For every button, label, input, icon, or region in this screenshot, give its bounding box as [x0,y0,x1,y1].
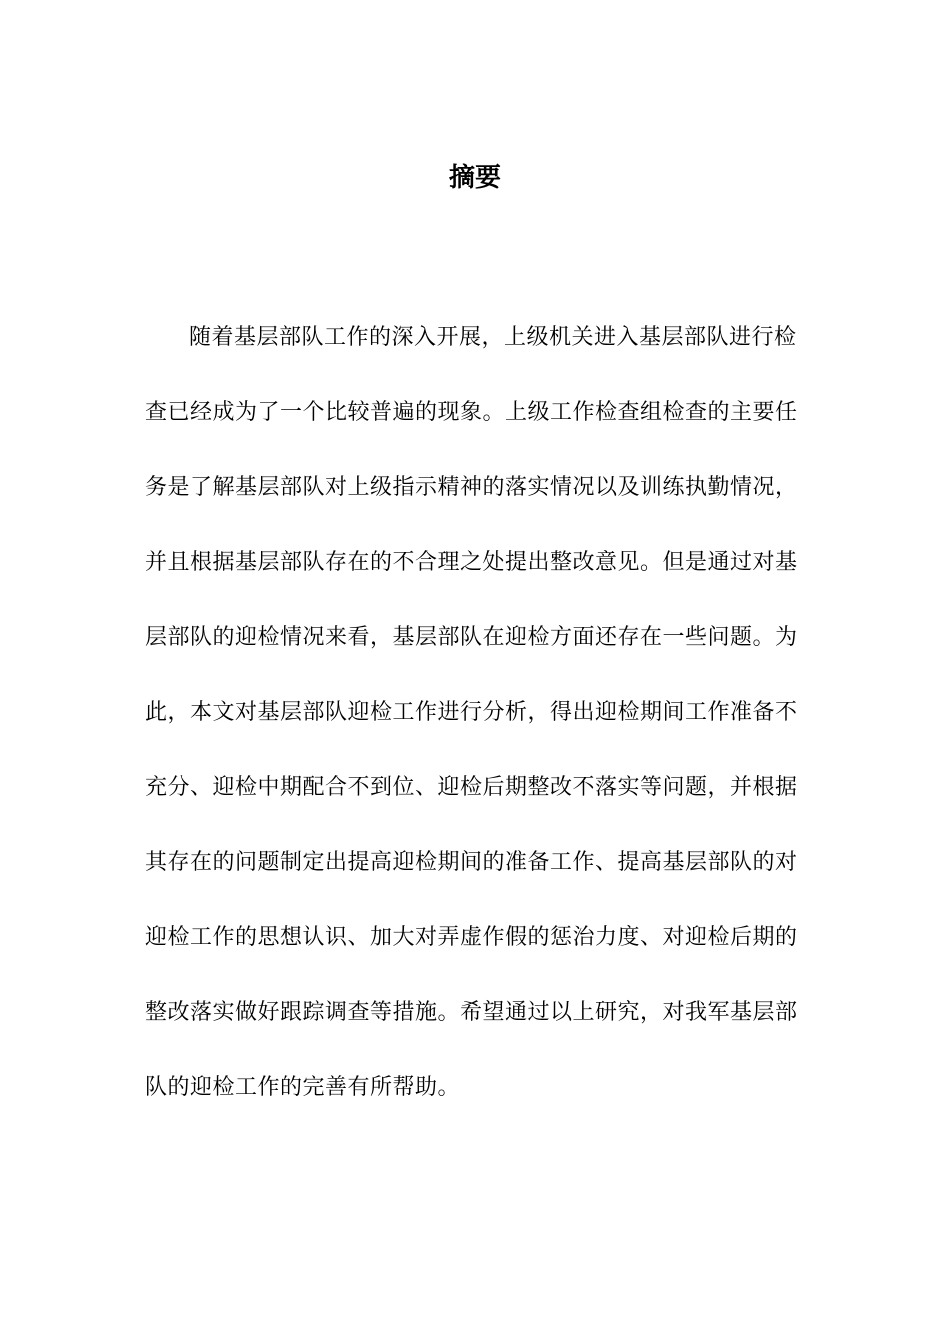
page-title: 摘要 [448,163,501,193]
abstract-line-6: 此，本文对基层部队迎检工作进行分析，得出迎检期间工作准备不 [145,700,798,725]
abstract-line-3: 务是了解基层部队对上级指示精神的落实情况以及训练执勤情况， [145,475,798,500]
abstract-line-2: 查已经成为了一个比较普遍的现象。上级工作检查组检查的主要任 [145,400,798,425]
abstract-line-7: 充分、迎检中期配合不到位、迎检后期整改不落实等问题，并根据 [145,775,798,800]
abstract-line-11: 队的迎检工作的完善有所帮助。 [145,1075,461,1100]
abstract-line-10: 整改落实做好跟踪调查等措施。希望通过以上研究，对我军基层部 [145,1000,798,1025]
abstract-line-5: 层部队的迎检情况来看，基层部队在迎检方面还存在一些问题。为 [145,625,798,650]
abstract-line-9: 迎检工作的思想认识、加大对弄虚作假的惩治力度、对迎检后期的 [145,925,798,950]
abstract-line-8: 其存在的问题制定出提高迎检期间的准备工作、提高基层部队的对 [145,850,798,875]
abstract-paragraph [145,317,809,1142]
abstract-line-4: 并且根据基层部队存在的不合理之处提出整改意见。但是通过对基 [145,550,798,575]
abstract-line-1: 随着基层部队工作的深入开展，上级机关进入基层部队进行检 [189,325,797,350]
